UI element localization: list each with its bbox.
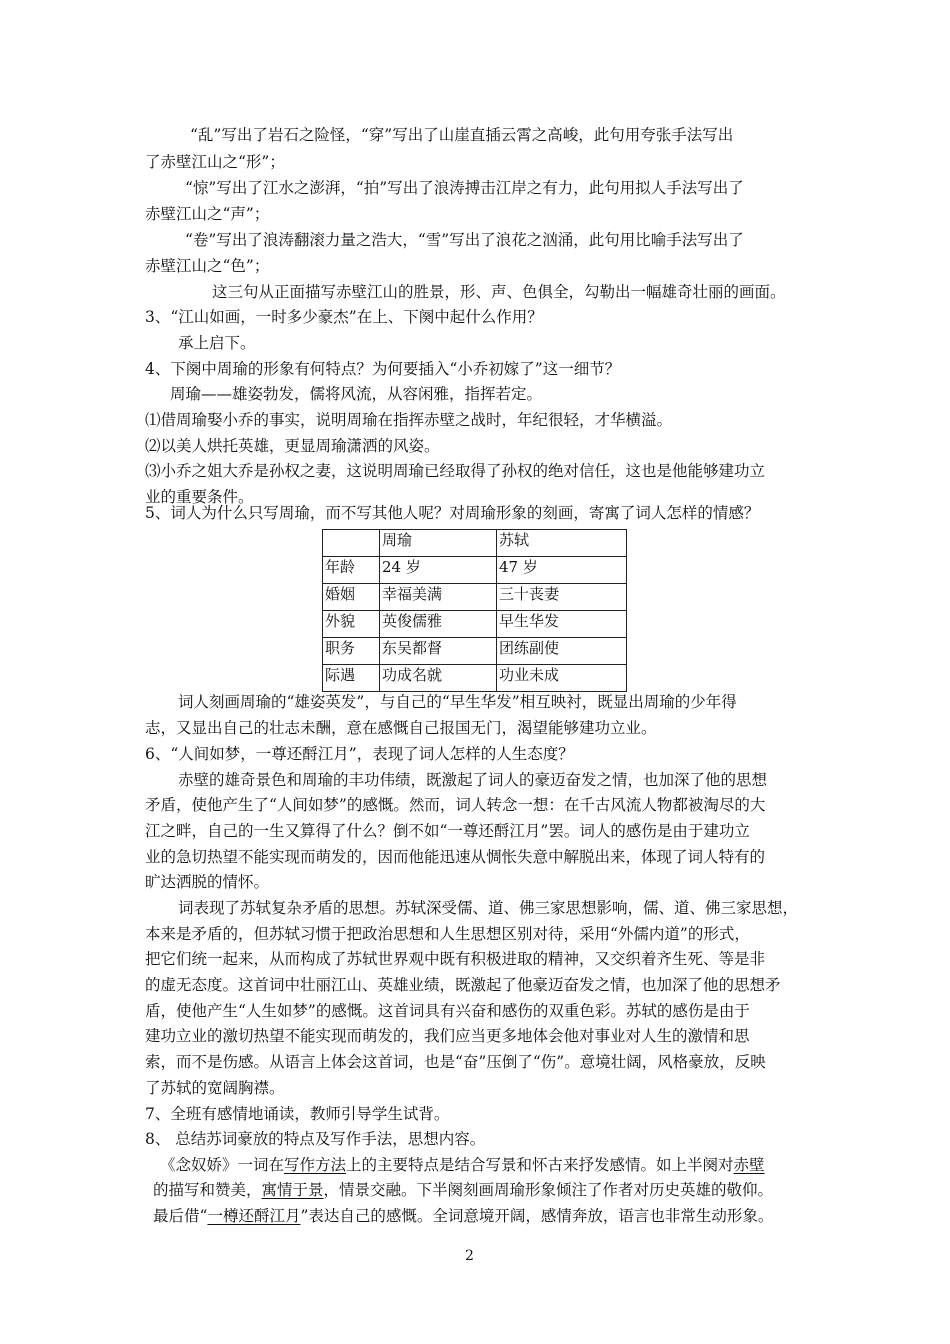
answer-line: 周瑜——雄姿勃发，儒将风流，从容闲雅，指挥若定。: [170, 385, 543, 403]
table-cell: 际遇: [323, 665, 380, 692]
answer-line: 业的重要条件。: [145, 488, 254, 506]
question-7: 7、全班有感情地诵读，教师引导学生试背。: [145, 1105, 450, 1123]
answer-3: 承上启下。: [178, 334, 256, 352]
answer-line: ⑵以美人烘托英雄，更显周瑜潇洒的风姿。: [145, 437, 440, 455]
answer-line: ⑴借周瑜娶小乔的事实，说明周瑜在指挥赤壁之战时，年纪很轻，才华横溢。: [145, 411, 673, 429]
table-cell: [323, 530, 380, 557]
table-header-row: [323, 530, 627, 557]
answer-line: 江之畔，自己的一生又算得了什么？倒不如“一尊还酹江月”罢。词人的感伤是由于建功立: [145, 822, 750, 840]
question-4: 4、下阕中周瑜的形象有何特点？为何要插入“小乔初嫁了”这一细节？: [145, 360, 621, 378]
answer-line: 赤壁的雄奇景色和周瑜的丰功伟绩，既激起了词人的豪迈奋发之情，也加深了他的思想: [178, 771, 768, 789]
table-cell: 47 岁: [497, 557, 627, 584]
question-5: 5、词人为什么只写周瑜，而不写其他人呢？对周瑜形象的刻画，寄寓了词人怎样的情感？: [145, 504, 760, 522]
answer-line: 盾，使他产生“人生如梦”的感慨。这首词具有兴奋和感伤的双重色彩。苏轼的感伤是由于: [145, 1002, 750, 1020]
paragraph-line: “卷”写出了浪涛翻滚力量之浩大，“雪”写出了浪花之汹涌，此句用比喻手法写出了: [185, 231, 744, 249]
table-cell: 早生华发: [497, 611, 627, 638]
text-span: ”表达自己的感慨。全词意境开阔，感情奔放，语言也非常生动形象。: [300, 1207, 774, 1225]
table-cell: 幸福美满: [380, 584, 497, 611]
underlined-text: 赤壁: [733, 1156, 765, 1174]
table-cell: 外貌: [323, 611, 380, 638]
answer-line: ⑶小乔之姐大乔是孙权之妻，这说明周瑜已经取得了孙权的绝对信任，这也是他能够建功立: [145, 462, 766, 480]
table-cell: 英俊儒雅: [380, 611, 497, 638]
question-6: 6、“人间如梦，一尊还酹江月”，表现了词人怎样的人生态度？: [145, 745, 574, 763]
underlined-text: 寓情于景: [261, 1181, 324, 1199]
answer-line: 志，又显出自己的壮志未酬，意在感慨自己报国无门，渴望能够建功立业。: [145, 719, 657, 737]
paragraph-line: 赤壁江山之“声”；: [145, 205, 270, 223]
table-cell: 职务: [323, 638, 380, 665]
paragraph-line: 了赤壁江山之“形”；: [145, 153, 285, 171]
table-cell: 团练副使: [497, 638, 627, 665]
question-8: 8、 总结苏词豪放的特点及写作手法，思想内容。: [145, 1130, 486, 1148]
paragraph-line: “惊”写出了江水之澎湃，“拍”写出了浪涛搏击江岸之有力，此句用拟人手法写出了: [185, 179, 744, 197]
text-span: ，情景交融。下半阕刻画周瑜形象倾注了作者对历史英雄的敬仰。: [323, 1181, 774, 1199]
table-row: [323, 638, 627, 665]
text-span: 的描写和赞美，: [153, 1181, 262, 1199]
table-cell: 功成名就: [380, 665, 497, 692]
summary-line: 这三句从正面描写赤壁江山的胜景，形、声、色俱全，勾勒出一幅雄奇壮丽的画面。: [212, 283, 786, 301]
table-row: [323, 584, 627, 611]
answer-line: 本来是矛盾的，但苏轼习惯于把政治思想和人生思想区别对待，采用“外儒内道”的形式，: [145, 925, 750, 943]
table-cell: 年龄: [323, 557, 380, 584]
table-cell: 功业未成: [497, 665, 627, 692]
underlined-text: 一樽还酹江月: [207, 1207, 301, 1225]
table-cell: 24 岁: [380, 557, 497, 584]
text-span: 最后借“: [153, 1207, 208, 1225]
table-cell: 苏轼: [497, 530, 627, 557]
answer-line: 把它们统一起来，从而构成了苏轼世界观中既有积极进取的精神，又交织着齐生死、等是非: [145, 950, 766, 968]
table-cell: 三十丧妻: [497, 584, 627, 611]
comparison-table: [322, 529, 627, 692]
question-3: 3、“江山如画，一时多少豪杰”在上、下阕中起什么作用？: [145, 308, 543, 326]
answer-line: 建功立业的激切热望不能实现而萌发的，我们应当更多地体会他对事业对人生的激情和思: [145, 1027, 750, 1045]
answer-line: 词人刻画周瑜的“雄姿英发”，与自己的“早生华发”相互映衬，既显出周瑜的少年得: [178, 693, 737, 711]
answer-line: 词表现了苏轼复杂矛盾的思想。苏轼深受儒、道、佛三家思想影响，儒、道、佛三家思想，: [178, 899, 799, 917]
answer-line: 索，而不是伤感。从语言上体会这首词，也是“奋”压倒了“伤”。意境壮阔，风格豪放，反映: [145, 1053, 766, 1071]
answer-line: 业的急切热望不能实现而萌发的，因而他能迅速从惆怅失意中解脱出来，体现了词人特有的: [145, 848, 766, 866]
summary-line: [153, 1180, 773, 1200]
table-row: [323, 611, 627, 638]
answer-line: 矛盾，使他产生了“人间如梦”的感慨。然而，词人转念一想：在千古风流人物都被淘尽的大: [145, 796, 766, 814]
page-number: 2: [465, 1248, 474, 1264]
underlined-text: 写作方法: [284, 1156, 347, 1174]
table-cell: 东吴都督: [380, 638, 497, 665]
answer-line: 旷达洒脱的情怀。: [145, 873, 270, 891]
paragraph-line: 赤壁江山之“色”；: [145, 257, 270, 275]
answer-line: 的虚无态度。这首词中壮丽江山、英雄业绩，既激起了他豪迈奋发之情，也加深了他的思想矛: [145, 976, 781, 994]
text-span: 《念奴娇》一词在: [160, 1156, 285, 1174]
table-cell: 婚姻: [323, 584, 380, 611]
paragraph-line: “乱”写出了岩石之险怪，“穿”写出了山崖直插云霄之高峻，此句用夸张手法写出: [190, 126, 734, 144]
table-row: [323, 665, 627, 692]
text-span: 上的主要特点是结合写景和怀古来抒发感情。如上半阕对: [346, 1156, 734, 1174]
answer-line: 了苏轼的宽阔胸襟。: [145, 1079, 285, 1097]
table-cell: 周瑜: [380, 530, 497, 557]
summary-line: [153, 1206, 773, 1226]
table-row: [323, 557, 627, 584]
summary-line: [160, 1155, 765, 1175]
